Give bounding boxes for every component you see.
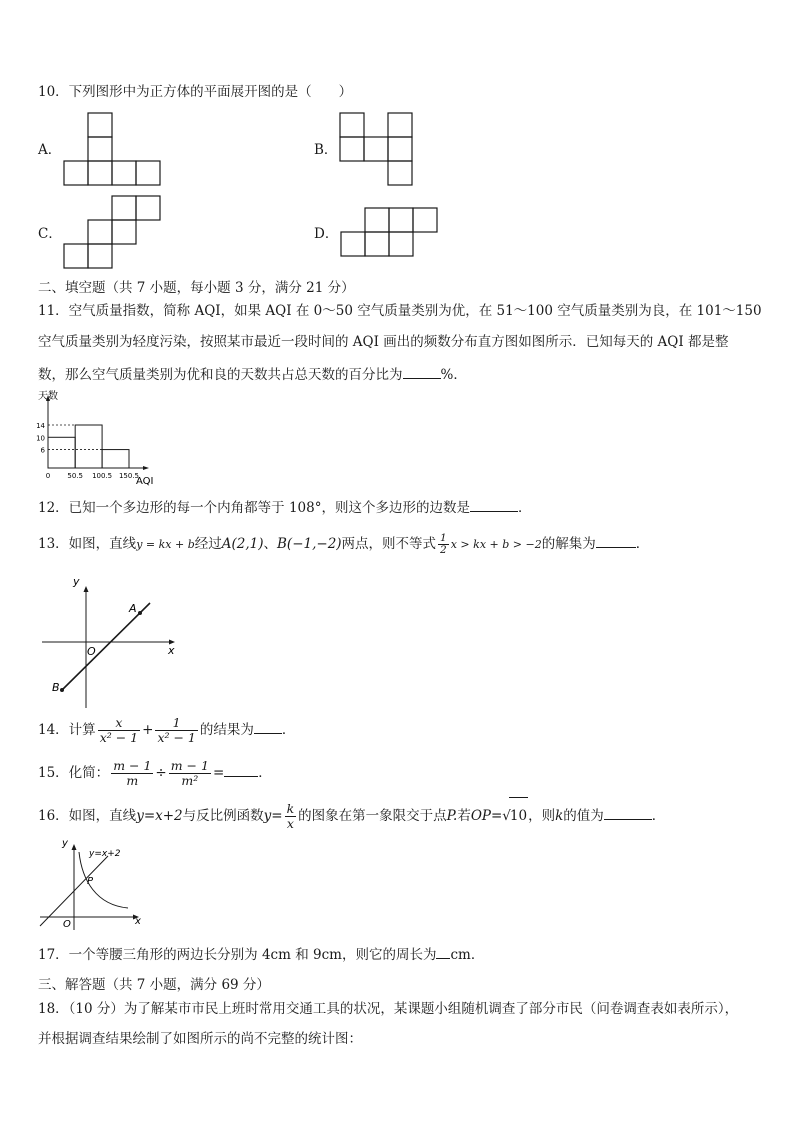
- q16-x-letter: x: [135, 916, 141, 927]
- q13-a-letter: A: [129, 602, 137, 615]
- q13-b-letter: B: [52, 681, 60, 694]
- q13-origin-letter: O: [87, 645, 96, 658]
- q13-a: 13．如图，直线: [38, 536, 137, 552]
- histogram-y-label: 天数: [38, 391, 58, 402]
- q14-f2-num: 1: [155, 716, 197, 731]
- histogram-x-tick-3: 100.5: [92, 472, 113, 480]
- q15-f1-num: m − 1: [113, 758, 152, 773]
- option-a-label: A．: [38, 142, 62, 158]
- option-b-label: B．: [314, 142, 338, 158]
- q17: [38, 946, 484, 963]
- q15-a: 15．化简：: [38, 765, 110, 781]
- histogram-x-tick-4: 150.5: [118, 472, 140, 480]
- histogram-x-tick-1: 0: [45, 472, 51, 480]
- q16-b: 与反比例函数: [182, 808, 264, 824]
- q13-x-letter: x: [168, 644, 175, 657]
- q14-a: 14．计算: [38, 722, 96, 738]
- q13-line-eq: y = kx + b: [136, 538, 195, 551]
- q16-point-p: P.: [446, 808, 458, 824]
- q15-f2-num: m − 1: [170, 758, 209, 773]
- q18-line1: 18．（10 分）为了解某市市民上班时常用交通工具的状况，某课题小组随机调查了部分市民（问卷调查表如表所示），: [38, 1001, 739, 1017]
- q13-point-a: A(2,1): [221, 536, 264, 552]
- q16-y-arrow: [72, 844, 77, 850]
- q17-answer-blank[interactable]: [436, 946, 450, 959]
- q16: 16．如图，直线y=x+2与反比例函数y= $\frac{k}{x}$ 的图象在第一象限交于点P.若OP=√10，则k的值为 ．: [38, 797, 665, 834]
- q16-line-label: y=x+2: [89, 849, 121, 859]
- q11-line3-text: 数，那么空气质量类别为优和良的天数共占总天数的百分比为: [38, 367, 403, 383]
- q14-end: ．: [281, 722, 296, 738]
- histogram-y-tick-10: 10: [36, 434, 45, 443]
- q16-k: k: [555, 808, 564, 824]
- histogram-x-label: AQI: [136, 476, 154, 487]
- q14-f1-den: x² − 1: [99, 730, 139, 745]
- q14-plus: +: [142, 722, 154, 738]
- q14-b: 的结果为: [199, 722, 254, 738]
- q16-y-letter: y: [62, 838, 68, 849]
- q16-a: 16．如图，直线: [38, 808, 137, 824]
- q15-end: ．: [258, 765, 272, 781]
- section-2-heading: 二、填空题（共 7 小题，每小题 3 分，满分 21 分）: [38, 280, 355, 296]
- q13-frac-den: 2: [440, 544, 447, 556]
- q14-f2-den: x² − 1: [157, 730, 196, 745]
- section-3-heading: 三、解答题（共 7 小题，满分 69 分）: [38, 977, 270, 993]
- q16-end: ．: [651, 808, 666, 824]
- q13-point-b: B(−1,−2): [277, 536, 342, 552]
- q15-equals: =: [212, 765, 225, 781]
- q15-f2-den: m²: [181, 773, 199, 788]
- q13-end: ．: [635, 536, 650, 552]
- q16-op: OP=: [470, 808, 503, 824]
- q16-eq1: y=x+2: [136, 808, 183, 824]
- q12-text: 12．已知一个多边形的每一个内角都等于 108°，则这个多边形的边数是: [38, 500, 470, 516]
- q16-p-letter: P: [87, 876, 94, 887]
- q12-end: ．: [518, 500, 532, 516]
- q16-e: ，则: [528, 808, 556, 824]
- q13-inequality: x > kx + b > −2: [450, 538, 542, 551]
- q16-frac-num: k: [286, 801, 295, 816]
- q16-d: 若: [457, 808, 471, 824]
- q11-line2: 空气质量类别为轻度污染，按照某市最近一段时间的 AQI 画出的频数分布直方图如图所示．已知每天的 AQI 都是整: [38, 334, 729, 350]
- q13-y-letter: y: [73, 575, 80, 588]
- q13-d: 两点，则不等式: [341, 536, 437, 552]
- q14-f1-num: x: [98, 716, 140, 731]
- q13-c: 、: [263, 536, 277, 552]
- q15-divide: ÷: [155, 765, 167, 781]
- q15-f1-den: m: [126, 773, 139, 788]
- option-c-label: C．: [38, 226, 62, 242]
- q16-c: 的图象在第一象限交于点: [298, 808, 447, 824]
- option-d-label: D．: [314, 226, 339, 242]
- histogram-y-tick-14: 14: [36, 422, 45, 430]
- histogram-x-tick-2: 50.5: [67, 472, 83, 480]
- q16-origin-letter: O: [63, 919, 71, 930]
- q16-frac-den: x: [286, 816, 294, 831]
- q10-stem: 10．下列图形中为正方体的平面展开图的是（ ）: [38, 84, 353, 100]
- q17-end: cm．: [450, 947, 485, 963]
- q16-eq2: y=: [263, 808, 283, 824]
- q13-b: 经过: [194, 536, 222, 552]
- q11-percent: %．: [440, 367, 467, 383]
- q11-line1: 11．空气质量指数，简称 AQI，如果 AQI 在 0～50 空气质量类别为优，在 51～100 空气质量类别为良，在 101～150: [38, 303, 762, 319]
- q13-frac-num: 1: [440, 532, 447, 544]
- q18-line2: 并根据调查结果绘制了如图所示的尚不完整的统计图：: [38, 1031, 362, 1047]
- q13-e: 的解集为: [541, 536, 596, 552]
- histogram-y-tick-6: 6: [40, 446, 45, 455]
- q16-radicand: 10: [509, 797, 528, 834]
- q17-text: 17．一个等腰三角形的两边长分别为 4cm 和 9cm，则它的周长为: [38, 947, 437, 963]
- q16-f: 的值为: [563, 808, 604, 824]
